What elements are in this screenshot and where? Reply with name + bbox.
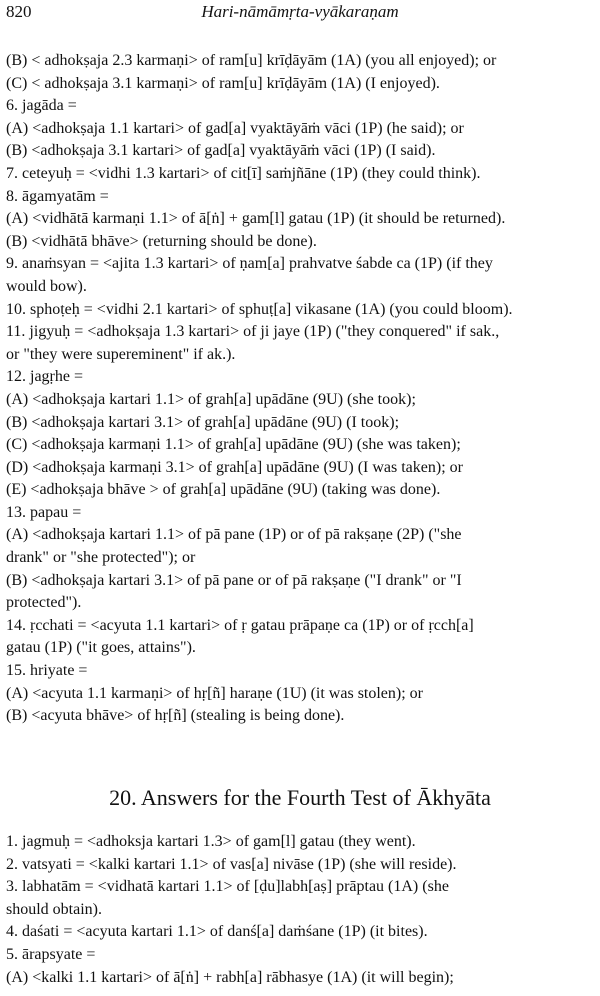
text-line: 8. āgamyatām = bbox=[6, 187, 109, 205]
text-line: (B) <acyuta bhāve> of hṛ[ñ] (stealing is being done). bbox=[6, 707, 345, 725]
text-line: 13. papau = bbox=[6, 503, 82, 521]
text-line: 11. jigyuḥ = <adhokṣaja 1.3 kartari> of ji jaye (1P) ("they conquered" if sak., bbox=[6, 323, 500, 341]
text-line: 1. jagmuḥ = <adhoksja kartari 1.3> of gam[l] gatau (they went). bbox=[6, 833, 416, 850]
text-line: (A) <adhokṣaja 1.1 kartari> of gad[a] vyaktāyāṁ vāci (1P) (he said); or bbox=[6, 119, 464, 137]
text-line: (A) <kalki 1.1 kartari> of ā[ṅ] + rabh[a] rābhasye (1A) (it will begin); bbox=[6, 968, 454, 986]
text-line: drank" or "she protected"); or bbox=[6, 549, 196, 567]
text-line: 14. ṛcchati = <acyuta 1.1 kartari> of ṛ gatau prāpaṇe ca (1P) or of ṛcch[a] bbox=[6, 616, 474, 634]
text-line: 6. jagāda = bbox=[6, 97, 77, 115]
text-line: 5. ārapsyate = bbox=[6, 945, 96, 963]
page-number: 820 bbox=[6, 2, 32, 21]
text-line: (D) <adhokṣaja karmaṇi 3.1> of grah[a] upādāne (9U) (I was taken); or bbox=[6, 458, 463, 476]
text-line: 15. hriyate = bbox=[6, 662, 88, 680]
text-line: (A) <acyuta 1.1 karmaṇi> of hṛ[ñ] haraṇe (1U) (it was stolen); or bbox=[6, 684, 424, 702]
text-line: protected"). bbox=[6, 594, 82, 612]
section-answer-list bbox=[6, 831, 594, 989]
text-line: (B) <adhokṣaja kartari 3.1> of grah[a] upādāne (9U) (I took); bbox=[6, 413, 400, 431]
text-line: 7. ceteyuḥ = <vidhi 1.3 kartari> of cit[ī] saṁjñāne (1P) (they could think). bbox=[6, 164, 481, 182]
text-line: (A) <vidhātā karmaṇi 1.1> of ā[ṅ] + gam[l] gatau (1P) (it should be returned). bbox=[6, 210, 506, 228]
text-line: (B) <adhokṣaja 3.1 kartari> of gad[a] vyaktāyāṁ vāci (1P) (I said). bbox=[6, 142, 436, 160]
text-line: (A) <adhokṣaja kartari 1.1> of grah[a] upādāne (9U) (she took); bbox=[6, 390, 416, 408]
text-line: or "they were supereminent" if ak.). bbox=[6, 345, 236, 363]
text-line: 9. anaṁsyan = <ajita 1.3 kartari> of ṇam[a] prahvatve śabde ca (1P) (if they bbox=[6, 255, 493, 273]
text-line: (B) <vidhātā bhāve> (returning should be done). bbox=[6, 232, 317, 250]
section-heading: 20. Answers for the Fourth Test of Ākhyāta bbox=[109, 785, 491, 810]
text-line: (E) <adhokṣaja bhāve > of grah[a] upādāne (9U) (taking was done). bbox=[6, 481, 441, 499]
text-line: should obtain). bbox=[6, 900, 102, 918]
text-line: (B) <adhokṣaja kartari 3.1> of pā pane or of pā rakṣaṇe ("I drank" or "I bbox=[6, 571, 462, 589]
text-line: gatau (1P) ("it goes, attains"). bbox=[6, 639, 196, 657]
text-line: 2. vatsyati = <kalki kartari 1.1> of vas[a] nivāse (1P) (she will reside). bbox=[6, 855, 457, 873]
text-line: (C) <adhokṣaja karmaṇi 1.1> of grah[a] upādāne (9U) (she was taken); bbox=[6, 436, 461, 454]
page-header bbox=[0, 0, 600, 30]
text-line: (B) < adhokṣaja 2.3 karmaṇi> of ram[u] krīḍāyām (1A) (you all enjoyed); or bbox=[6, 52, 497, 69]
text-line: (C) < adhokṣaja 3.1 karmaṇi> of ram[u] krīḍāyām (1A) (I enjoyed). bbox=[6, 74, 440, 92]
text-line: 3. labhatām = <vidhatā kartari 1.1> of [ḍu]labh[aṣ] prāptau (1A) (she bbox=[6, 878, 449, 896]
text-line: 10. sphoṭeḥ = <vidhi 2.1 kartari> of sphuṭ[a] vikasane (1A) (you could bloom). bbox=[6, 300, 513, 318]
text-line: 4. daśati = <acyuta kartari 1.1> of danś[a] daṁśane (1P) (it bites). bbox=[6, 923, 428, 941]
text-line: would bow). bbox=[6, 277, 87, 295]
text-line: (A) <adhokṣaja kartari 1.1> of pā pane (1P) or of pā rakṣaṇe (2P) ("she bbox=[6, 526, 462, 544]
running-title: Hari-nāmāmṛta-vyākaraṇam bbox=[201, 2, 399, 21]
answer-list bbox=[6, 50, 594, 728]
text-line: 12. jagṛhe = bbox=[6, 368, 83, 386]
